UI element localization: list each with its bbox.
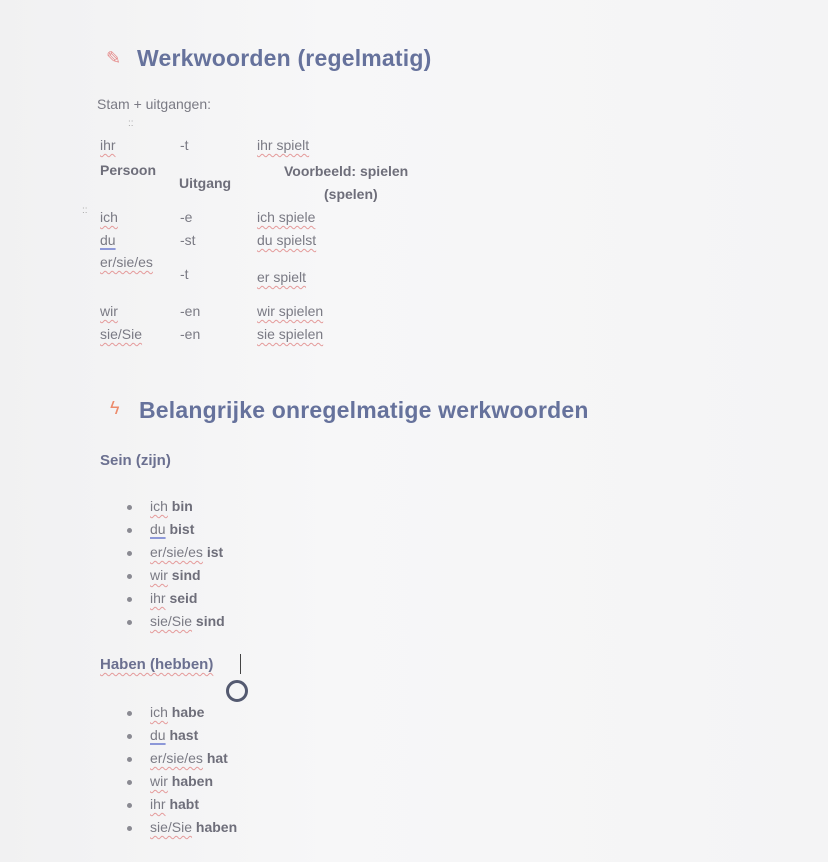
verb-form: haben xyxy=(195,819,238,835)
row-drag-handle-icon[interactable]: :: xyxy=(82,205,88,216)
bullet-icon xyxy=(127,734,132,739)
header-voorbeeld: Voorbeeld: spielen xyxy=(284,163,409,179)
pronoun: wir xyxy=(150,773,168,789)
bullet-icon xyxy=(127,780,132,785)
bullet-icon xyxy=(127,551,132,556)
cell-voorbeeld[interactable]: wir spielen xyxy=(257,303,324,319)
bullet-icon xyxy=(127,711,132,716)
stray-voorbeeld[interactable]: ihr spielt xyxy=(257,137,310,153)
heading-haben[interactable]: Haben (hebben) xyxy=(100,656,214,673)
cell-voorbeeld[interactable]: du spielst xyxy=(257,232,317,248)
bullet-icon xyxy=(127,505,132,510)
pronoun: sie/Sie xyxy=(150,613,193,629)
bullet-icon xyxy=(127,574,132,579)
bullet-icon xyxy=(127,803,132,808)
cell-uitgang[interactable]: -t xyxy=(180,266,189,282)
cell-persoon[interactable]: ich xyxy=(100,209,118,225)
bullet-icon xyxy=(127,757,132,762)
cell-uitgang[interactable]: -en xyxy=(180,326,201,342)
pronoun: sie/Sie xyxy=(150,819,193,835)
verb-form: sind xyxy=(195,613,225,629)
verb-form: hast xyxy=(169,727,199,743)
verb-form: ist xyxy=(206,544,224,560)
bullet-icon xyxy=(127,620,132,625)
pencil-icon: ✎ xyxy=(106,48,122,68)
cell-uitgang[interactable]: -en xyxy=(180,303,201,319)
bullet-icon xyxy=(127,597,132,602)
pronoun: du xyxy=(150,521,166,537)
table-move-handle-icon[interactable]: :: xyxy=(128,118,134,129)
pronoun: er/sie/es xyxy=(150,544,203,560)
pronoun: wir xyxy=(150,567,168,583)
pronoun: ich xyxy=(150,498,168,514)
verb-form: bist xyxy=(169,521,195,537)
cell-persoon[interactable]: du xyxy=(100,232,116,248)
header-persoon: Persoon xyxy=(100,162,157,178)
verb-form: bin xyxy=(171,498,193,514)
lightning-icon: ϟ xyxy=(110,398,120,418)
text-caret xyxy=(240,654,241,674)
verb-form: haben xyxy=(171,773,214,789)
heading-sein[interactable]: Sein (zijn) xyxy=(100,452,171,469)
bullet-icon xyxy=(127,528,132,533)
bullet-icon xyxy=(127,826,132,831)
cell-voorbeeld[interactable]: er spielt xyxy=(257,269,307,285)
stray-uitgang[interactable]: -t xyxy=(180,137,189,153)
cell-voorbeeld[interactable]: sie spielen xyxy=(257,326,324,342)
pronoun: ihr xyxy=(150,590,166,606)
cell-uitgang[interactable]: -st xyxy=(180,232,196,248)
intro-text[interactable]: Stam + uitgangen: xyxy=(97,96,212,112)
pronoun: du xyxy=(150,727,166,743)
pronoun: ich xyxy=(150,704,168,720)
cell-persoon[interactable]: wir xyxy=(100,303,118,319)
header-voorbeeld-translation: (spelen) xyxy=(324,186,378,202)
stray-persoon[interactable]: ihr xyxy=(100,137,116,153)
verb-form: seid xyxy=(169,590,198,606)
heading-irregular-verbs[interactable]: Belangrijke onregelmatige werkwoorden xyxy=(139,397,589,423)
mouse-cursor-icon xyxy=(226,680,248,702)
verb-form: hat xyxy=(206,750,228,766)
cell-persoon[interactable]: er/sie/es xyxy=(100,254,153,270)
verb-form: sind xyxy=(171,567,201,583)
heading-regular-verbs[interactable]: Werkwoorden (regelmatig) xyxy=(137,45,432,71)
cell-voorbeeld[interactable]: ich spiele xyxy=(257,209,316,225)
pronoun: ihr xyxy=(150,796,166,812)
verb-form: habt xyxy=(169,796,200,812)
header-uitgang: Uitgang xyxy=(179,175,232,191)
pronoun: er/sie/es xyxy=(150,750,203,766)
cell-persoon[interactable]: sie/Sie xyxy=(100,326,143,342)
cell-uitgang[interactable]: -e xyxy=(180,209,193,225)
verb-form: habe xyxy=(171,704,205,720)
